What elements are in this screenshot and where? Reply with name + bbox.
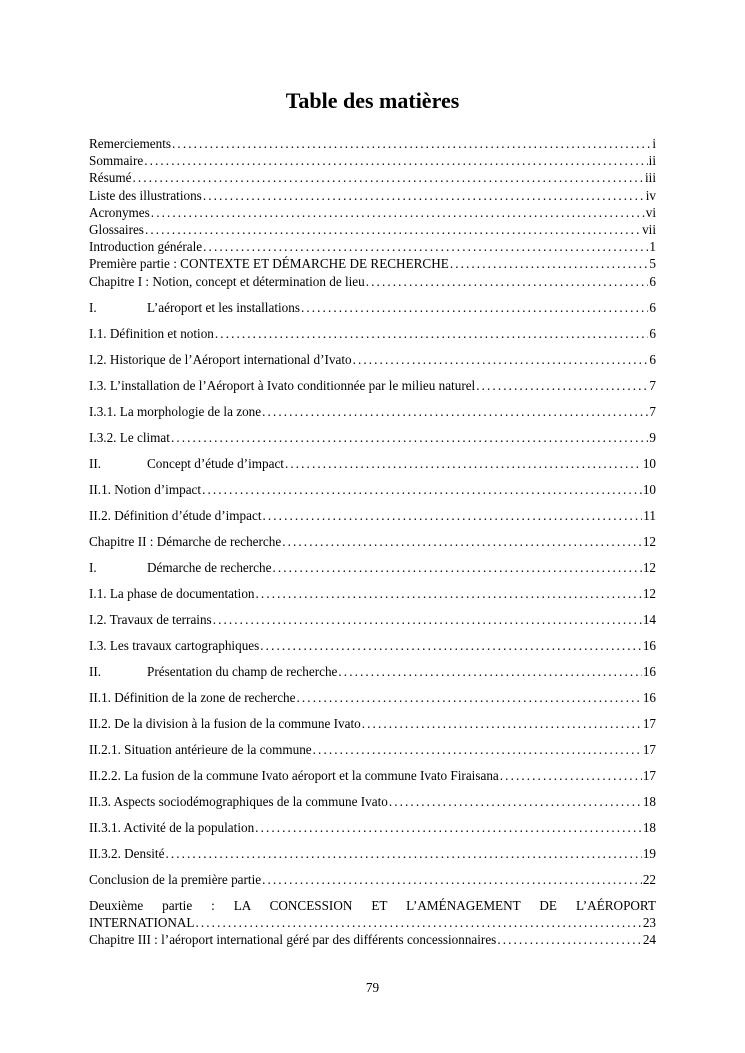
toc-entry-page: 12 [642, 559, 656, 575]
toc-entry-page: 6 [649, 299, 656, 315]
toc-entry-label: II.3.1. Activité de la population [89, 819, 255, 835]
toc-entry-page: 6 [649, 351, 656, 367]
toc-entry-page: vii [642, 222, 656, 238]
toc-leader-dots [450, 255, 649, 272]
toc-leader-dots [272, 559, 641, 576]
toc-leader-dots [203, 187, 645, 204]
toc-leader-dots [256, 585, 642, 602]
toc-entry [89, 585, 656, 602]
toc-entry [89, 481, 656, 498]
toc-leader-dots [301, 299, 648, 316]
toc-leader-dots [362, 715, 642, 732]
toc-entry-page: 1 [649, 239, 656, 255]
toc-leader-dots [285, 455, 642, 472]
toc-entry-label: Acronymes [89, 204, 150, 220]
toc-entry-page: 17 [642, 767, 656, 783]
toc-entry-number: I. [89, 299, 97, 315]
toc-entry-page: 12 [642, 533, 656, 549]
toc-entry [89, 767, 656, 784]
toc-entry [89, 663, 656, 680]
toc-entry-label: Chapitre II : Démarche de recherche [89, 533, 282, 549]
toc-entry [89, 819, 656, 836]
toc-entry-label: Chapitre I : Notion, concept et détermination de lieu [89, 273, 365, 289]
toc-entry-page: 22 [642, 871, 656, 887]
toc-entry-page: vi [645, 204, 656, 220]
toc-leader-dots [202, 481, 642, 498]
toc-entry-page: 11 [643, 507, 656, 523]
toc-entry-label: I.2. Travaux de terrains [89, 611, 212, 627]
toc-entry-page: 18 [642, 819, 656, 835]
toc-entry-label: I.2. Historique de l’Aéroport international d’Ivato [89, 351, 352, 367]
toc-entry-page: 6 [649, 325, 656, 341]
toc-entry-label: I.3. Les travaux cartographiques [89, 637, 260, 653]
toc-entry-label: II.2. De la division à la fusion de la commune Ivato [89, 715, 361, 731]
toc-leader-dots [213, 611, 642, 628]
toc-entry-label: I.3.1. La morphologie de la zone [89, 403, 262, 419]
toc-entry [89, 845, 656, 862]
toc-leader-dots [282, 533, 642, 550]
toc-entry-label: II.3. Aspects sociodémographiques de la commune Ivato [89, 793, 388, 809]
footer-page-number: 79 [365, 980, 380, 995]
toc-entry [89, 689, 656, 706]
toc-entry-label: Remerciements [89, 136, 172, 151]
toc-entry-label: Première partie : CONTEXTE ET DÉMARCHE DE RECHERCHE [89, 256, 449, 272]
toc-entry [89, 741, 656, 758]
toc-entry-page: 9 [649, 429, 656, 445]
toc-leader-dots [171, 429, 648, 446]
toc-entry-label: Glossaires [89, 222, 144, 238]
toc-entry-page: 23 [642, 914, 656, 930]
toc-leader-dots [145, 221, 641, 238]
toc-entry-label: I.1. La phase de documentation [89, 585, 255, 601]
toc-entry [89, 871, 656, 888]
toc-entry-page: iv [645, 187, 656, 203]
toc-entry-page: 7 [649, 403, 656, 419]
toc-entry-label: II.2. Définition d’étude d’impact [89, 507, 262, 523]
toc-leader-dots [497, 931, 642, 948]
toc-entry-page: ii [648, 153, 656, 169]
toc-entry-page: iii [645, 170, 656, 186]
toc-leader-dots [476, 377, 648, 394]
toc-entry-number: I. [89, 559, 97, 575]
toc-entry-label: Conclusion de la première partie [89, 871, 262, 887]
toc-entry-page: 10 [642, 455, 656, 471]
toc-entry [89, 169, 656, 186]
toc-entry-page: 18 [642, 793, 656, 809]
toc-entry-page: 10 [642, 481, 656, 497]
toc-entry [89, 221, 656, 238]
toc-entry-label: L’aéroport et les installations [147, 299, 300, 315]
toc-entry-label: Résumé [89, 170, 132, 186]
toc-entry [89, 507, 656, 524]
toc-entry [89, 299, 656, 316]
toc-entry-page: 12 [642, 585, 656, 601]
toc-entry-label: Présentation du champ de recherche [147, 663, 338, 679]
toc-entry-page: 24 [642, 932, 656, 948]
toc-entry-label: Sommaire [89, 153, 144, 169]
toc-entry-label: II.2.2. La fusion de la commune Ivato aéroport et la commune Ivato Firaisana [89, 767, 499, 783]
toc-entry [89, 455, 656, 472]
toc-leader-dots [338, 663, 641, 680]
toc-entry [89, 429, 656, 446]
toc-entry [89, 637, 656, 654]
toc-leader-dots [353, 351, 649, 368]
toc-entry-label: I.1. Définition et notion [89, 325, 214, 341]
toc-entry-page: 16 [642, 637, 656, 653]
toc-entry [89, 187, 656, 204]
toc-entry [89, 325, 656, 342]
toc-leader-dots [262, 871, 642, 888]
toc-entry-page: 6 [649, 273, 656, 289]
toc-entry-page: 16 [642, 689, 656, 705]
toc-leader-dots [366, 273, 649, 290]
toc-entry [89, 135, 656, 152]
toc-entry [89, 377, 656, 394]
toc-entry [89, 204, 656, 221]
toc-entry [89, 238, 656, 255]
toc-entry-label: Concept d’étude d’impact [147, 455, 284, 471]
toc-entry [89, 793, 656, 810]
toc-entry [89, 931, 656, 948]
toc-entry-page: 17 [642, 741, 656, 757]
toc-entry-page: 5 [649, 256, 656, 272]
toc-entry-label: II.1. Définition de la zone de recherche [89, 689, 296, 705]
toc-entry-number: II. [89, 663, 102, 679]
toc-entry [89, 351, 656, 368]
toc-leader-dots [203, 238, 648, 255]
toc-entry [89, 611, 656, 628]
toc-leader-dots [165, 845, 641, 862]
toc-entry-label: I.3. L’installation de l’Aéroport à Ivato conditionnée par le milieu naturel [89, 377, 476, 393]
toc-entry-label: Démarche de recherche [147, 559, 272, 575]
toc-entry-label: II.1. Notion d’impact [89, 481, 202, 497]
toc-leader-dots [133, 169, 645, 186]
toc-leader-dots [500, 767, 642, 784]
toc-entry-page: 7 [649, 377, 656, 393]
toc-leader-dots [151, 204, 645, 221]
toc-leader-dots [297, 689, 642, 706]
toc-leader-dots [389, 793, 642, 810]
toc-entry-label: Introduction générale [89, 239, 203, 255]
toc-entry-label: I.3.2. Le climat [89, 429, 170, 445]
toc-entry-page: 19 [642, 845, 656, 861]
toc-leader-dots [262, 507, 642, 524]
toc-entry [89, 715, 656, 732]
toc-leader-dots [255, 819, 642, 836]
toc-leader-dots [172, 135, 651, 152]
toc-entry [89, 273, 656, 290]
toc-entry-label: II.3.2. Densité [89, 845, 165, 861]
toc-entry-page: 14 [642, 611, 656, 627]
toc-entry [89, 914, 656, 931]
toc-leader-dots [215, 325, 649, 342]
toc-leader-dots [313, 741, 642, 758]
toc-entry [89, 403, 656, 420]
toc-list [89, 135, 656, 948]
toc-leader-dots [144, 152, 647, 169]
toc-entry [89, 255, 656, 272]
toc-leader-dots [260, 637, 642, 654]
toc-entry-page: i [652, 136, 656, 151]
toc-entry [89, 533, 656, 550]
toc-entry-page: 16 [642, 663, 656, 679]
toc-content [89, 88, 656, 948]
toc-entry-number: II. [89, 455, 102, 471]
toc-entry-label: Liste des illustrations [89, 187, 202, 203]
toc-entry-label: II.2.1. Situation antérieure de la commune [89, 741, 312, 757]
toc-entry-page: 17 [642, 715, 656, 731]
toc-entry-label: INTERNATIONAL [89, 914, 195, 930]
toc-leader-dots [262, 403, 648, 420]
toc-leader-dots [195, 914, 641, 931]
toc-entry [89, 559, 656, 576]
toc-entry-wrapped-line: Deuxième partie : LA CONCESSION ET L’AMÉNAGEMENT DE L’AÉROPORT [89, 897, 656, 913]
toc-entry-label: Chapitre III : l’aéroport international géré par des différents concessionnaires [89, 932, 497, 948]
page-title: Table des matières [285, 88, 460, 113]
toc-entry [89, 152, 656, 169]
